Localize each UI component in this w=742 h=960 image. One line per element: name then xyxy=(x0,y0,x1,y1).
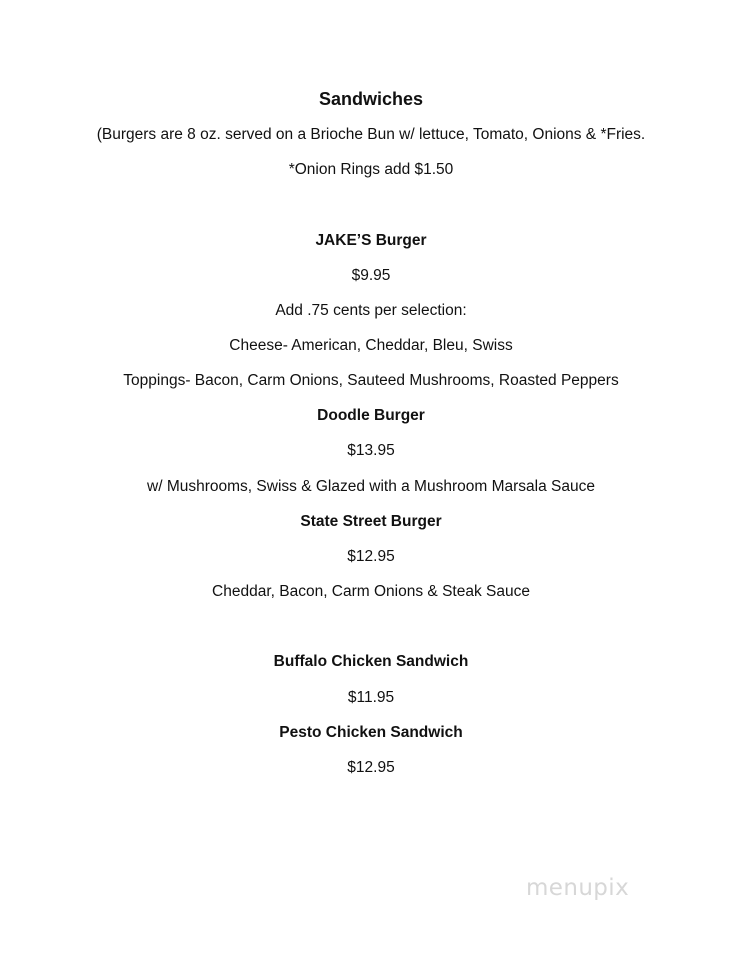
menu-item-detail: Add .75 cents per selection: xyxy=(275,302,467,319)
menu-item-price: $12.95 xyxy=(347,548,395,565)
menu-item-detail: Toppings- Bacon, Carm Onions, Sauteed Mushrooms, Roasted Peppers xyxy=(123,372,619,389)
menu-item-name: Buffalo Chicken Sandwich xyxy=(273,653,469,670)
menu-item-price: $9.95 xyxy=(351,267,391,284)
menu-item-price: $11.95 xyxy=(347,689,395,706)
menu-item-price: $12.95 xyxy=(347,759,395,776)
menu-item-price: $13.95 xyxy=(347,442,395,459)
menu-item-name: JAKE’S Burger xyxy=(315,232,427,249)
menu-item-name: Pesto Chicken Sandwich xyxy=(279,724,463,741)
menu-item-name: State Street Burger xyxy=(300,513,442,530)
section-title: Sandwiches xyxy=(318,89,424,109)
menu-item-detail: Cheddar, Bacon, Carm Onions & Steak Sauce xyxy=(212,583,530,600)
menupix-watermark: menupix xyxy=(526,875,630,901)
menu-item-name: Doodle Burger xyxy=(317,407,425,424)
onion-rings-note: *Onion Rings add $1.50 xyxy=(288,161,454,178)
menu-item-detail: w/ Mushrooms, Swiss & Glazed with a Mushroom Marsala Sauce xyxy=(147,478,595,495)
menu-item-detail: Cheese- American, Cheddar, Bleu, Swiss xyxy=(229,337,513,354)
burger-intro-text: (Burgers are 8 oz. served on a Brioche Bun w/ lettuce, Tomato, Onions & *Fries. xyxy=(96,126,646,143)
